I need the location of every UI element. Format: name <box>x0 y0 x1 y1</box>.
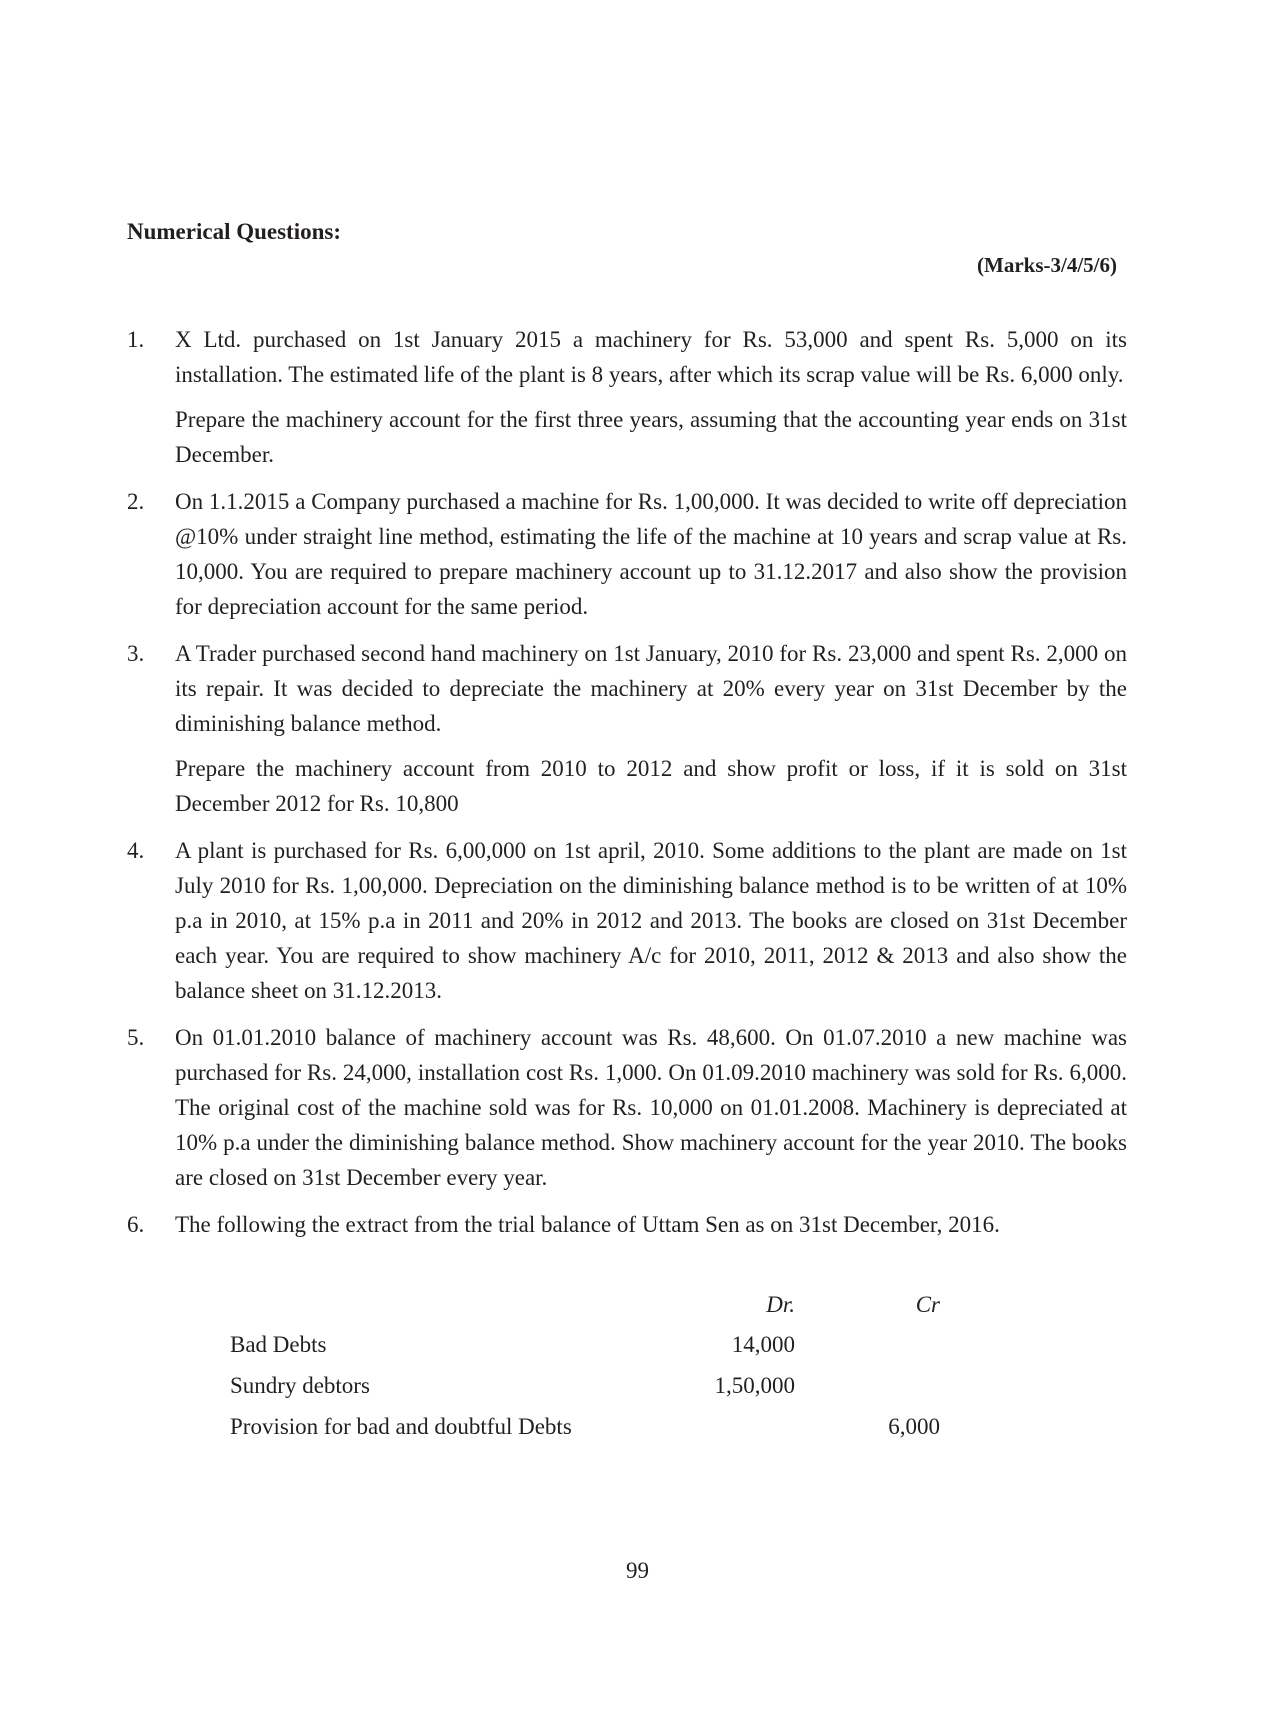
question-number: 3. <box>127 641 145 666</box>
trial-balance-table <box>230 1292 940 1455</box>
dr-cell: 1,50,000 <box>714 1373 795 1398</box>
question-text: Prepare the machinery account for the first three years, assuming that the accounting year ends on 31st December. <box>175 407 1127 467</box>
question-item <box>127 636 1127 821</box>
dr-cell <box>670 1414 795 1455</box>
question-number: 1. <box>127 327 145 352</box>
section-heading: Numerical Questions: <box>127 219 342 244</box>
dr-cell: 14,000 <box>731 1332 795 1357</box>
question-item <box>127 1207 1127 1242</box>
question-text: On 1.1.2015 a Company purchased a machine for Rs. 1,00,000. It was decided to write off depreciation @10% under straight line method, estimating the life of the machine at 10 years and scrap value at Rs. 10,000. You are required to prepare machinery account up to 31.12.2017 and also show the provision for depreciation account for the same period. <box>175 489 1127 619</box>
cr-cell <box>795 1373 940 1414</box>
question-text: The following the extract from the trial balance of Uttam Sen as on 31st December, 2016. <box>175 1212 1000 1237</box>
cr-cell <box>795 1332 940 1373</box>
question-text: A plant is purchased for Rs. 6,00,000 on 1st april, 2010. Some additions to the plant are made on 1st July 2010 for Rs. 1,00,000. Depreciation on the diminishing balance method is to be written of at 10% p.a in 2010, at 15% p.a in 2011 and 20% in 2012 and 2013. The books are closed on 31st December each year. You are required to show machinery A/c for 2010, 2011, 2012 & 2013 and also show the balance sheet on 31.12.2013. <box>175 838 1127 1003</box>
question-item <box>127 1020 1127 1195</box>
particulars-header <box>230 1292 670 1332</box>
question-text: X Ltd. purchased on 1st January 2015 a machinery for Rs. 53,000 and spent Rs. 5,000 on its installation. The estimated life of the plant is 8 years, after which its scrap value will be Rs. 6,000 only. <box>175 327 1127 387</box>
dr-header: Dr. <box>766 1292 795 1317</box>
table-header-row <box>230 1292 940 1332</box>
question-text: A Trader purchased second hand machinery on 1st January, 2010 for Rs. 23,000 and spent Rs. 2,000 on its repair. It was decided to depreciate the machinery at 20% every year on 31st December by the diminishing balance method. <box>175 641 1127 736</box>
particular-cell: Bad Debts <box>230 1332 327 1357</box>
question-number: 4. <box>127 838 145 863</box>
cr-header: Cr <box>915 1292 940 1317</box>
particular-cell: Provision for bad and doubtful Debts <box>230 1414 572 1439</box>
question-text: On 01.01.2010 balance of machinery account was Rs. 48,600. On 01.07.2010 a new machine was purchased for Rs. 24,000, installation cost Rs. 1,000. On 01.09.2010 machinery was sold for Rs. 6,000. The original cost of the machine sold was for Rs. 10,000 on 01.01.2008. Machinery is depreciated at 10% p.a under the diminishing balance method. Show machinery account for the year 2010. The books are closed on 31st December every year. <box>175 1025 1127 1190</box>
question-item <box>127 484 1127 624</box>
question-list <box>127 322 1127 1254</box>
marks-label: (Marks-3/4/5/6) <box>977 253 1117 277</box>
particular-cell: Sundry debtors <box>230 1373 370 1398</box>
question-number: 2. <box>127 489 145 514</box>
question-text: Prepare the machinery account from 2010 to 2012 and show profit or loss, if it is sold on 31st December 2012 for Rs. 10,800 <box>175 756 1127 816</box>
question-item <box>127 322 1127 472</box>
cr-cell: 6,000 <box>888 1414 940 1439</box>
page-number: 99 <box>626 1558 649 1583</box>
question-number: 6. <box>127 1212 145 1237</box>
question-number: 5. <box>127 1025 145 1050</box>
table-row <box>230 1414 940 1455</box>
question-item <box>127 833 1127 1008</box>
table-row <box>230 1373 940 1414</box>
table-row <box>230 1332 940 1373</box>
